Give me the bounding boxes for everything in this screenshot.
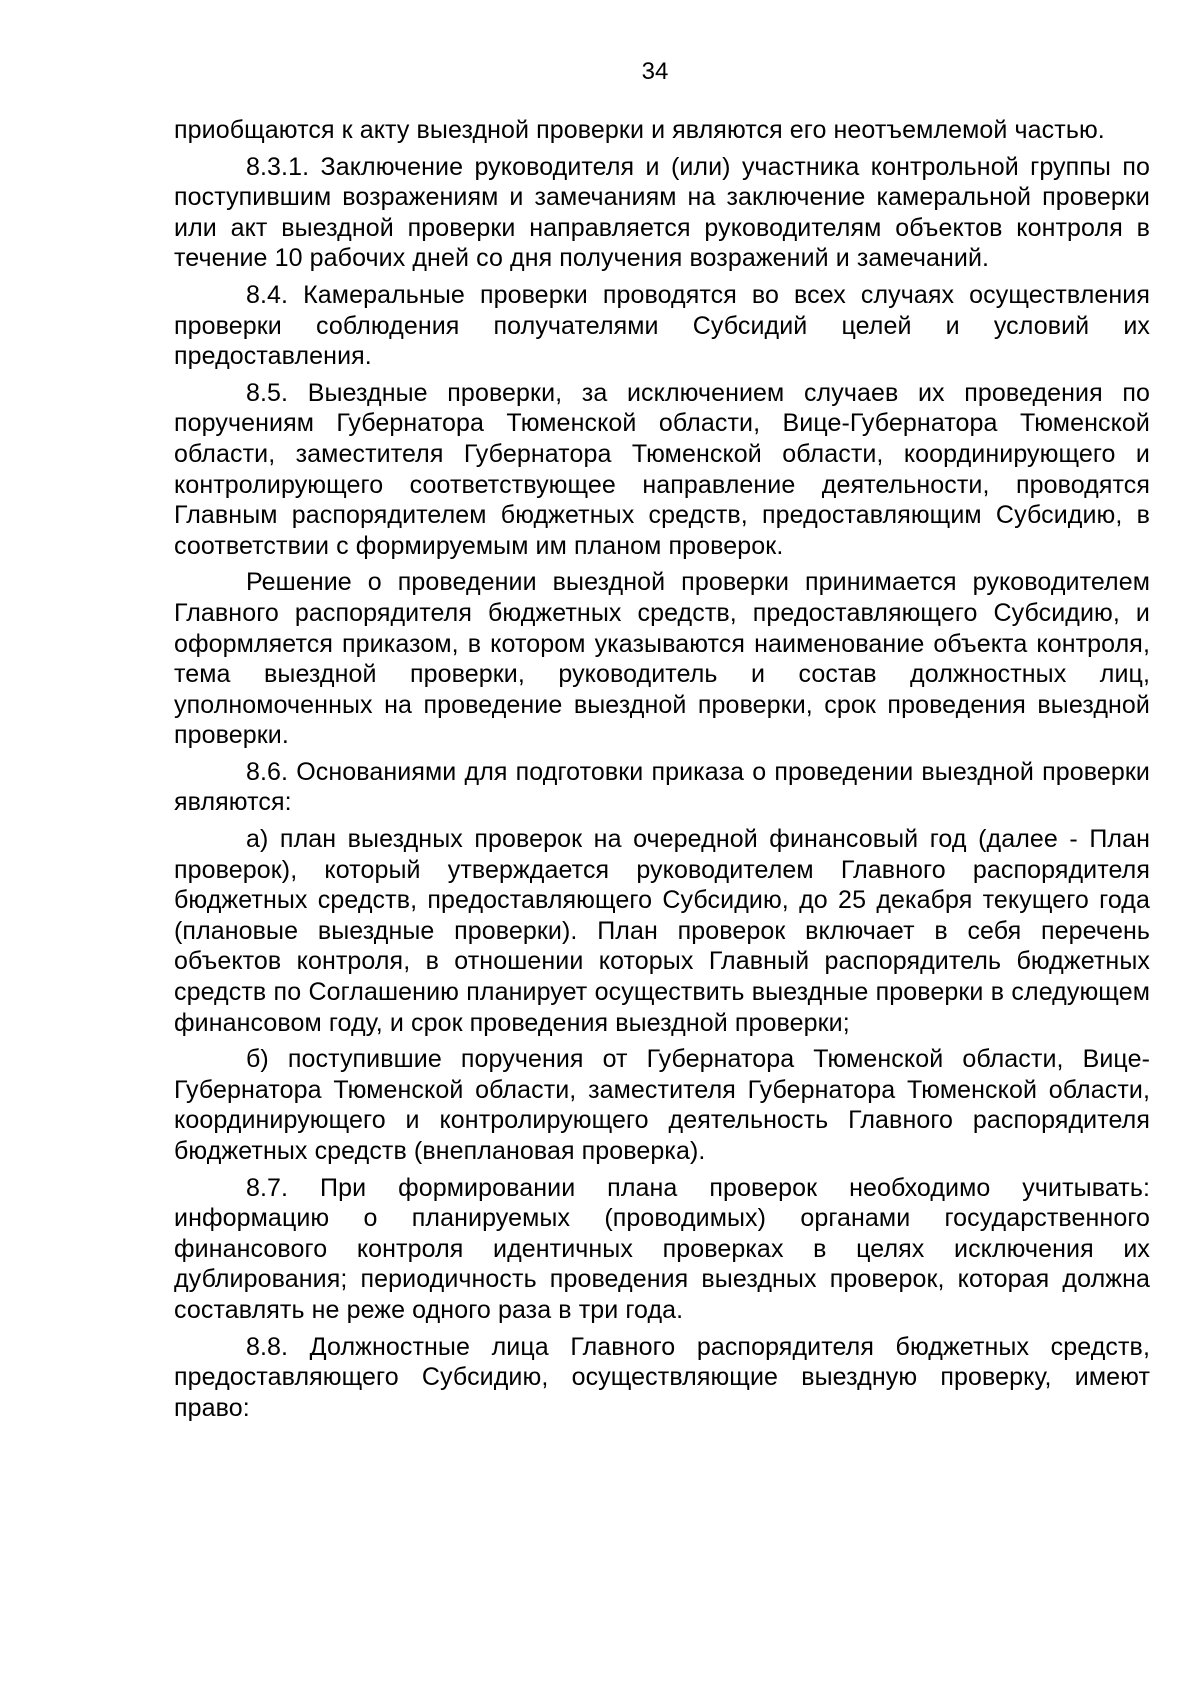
paragraph-8-3-1: 8.3.1. Заключение руководителя и (или) участника контрольной группы по поступившим возражениям и замечаниям на заключение камеральной проверки или акт выездной проверки направляется руководителям объектов контроля в течение 10 рабочих дней со дня получения возражений и замечаний.: [174, 152, 1150, 273]
paragraph-continuation: приобщаются к акту выездной проверки и являются его неотъемлемой частью.: [174, 116, 1105, 144]
document-body: [174, 115, 1150, 1429]
paragraph-8-4: 8.4. Камеральные проверки проводятся во всех случаях осуществления проверки соблюдения получателями Субсидий целей и условий их предоставления.: [174, 280, 1150, 371]
paragraph-8-6: 8.6. Основаниями для подготовки приказа о проведении выездной проверки являются:: [174, 757, 1150, 817]
paragraph-8-7: 8.7. При формировании плана проверок необходимо учитывать: информацию о планируемых (проводимых) органами государственного финансового контроля идентичных проверках в целях исключения их дублирования; периодичность проведения выездных проверок, которая должна составлять не реже одного раза в три года.: [174, 1173, 1150, 1324]
page-number: 34: [641, 58, 669, 85]
paragraph-8-6-a: а) план выездных проверок на очередной финансовый год (далее - План проверок), который утверждается руководителем Главного распорядителя бюджетных средств, предоставляющего Субсидию, до 25 декабря текущего года (плановые выездные проверки). План проверок включает в себя перечень объектов контроля, в отношении которых Главный распорядитель бюджетных средств по Соглашению планирует осуществить выездные проверки в следующем финансовом году, и срок проведения выездной проверки;: [174, 825, 1150, 1037]
paragraph-8-6-b: б) поступившие поручения от Губернатора Тюменской области, Вице-Губернатора Тюменской области, заместителя Губернатора Тюменской области, координирующего и контролирующего деятельность Главного распорядителя бюджетных средств (внеплановая проверка).: [174, 1045, 1150, 1165]
paragraph-8-8: 8.8. Должностные лица Главного распорядителя бюджетных средств, предоставляющего Субсидию, осуществляющие выездную проверку, имеют право:: [174, 1332, 1150, 1422]
paragraph-decision: Решение о проведении выездной проверки принимается руководителем Главного распорядителя бюджетных средств, предоставляющего Субсидию, и оформляется приказом, в котором указываются наименование объекта контроля, тема выездной проверки, руководитель и состав должностных лиц, уполномоченных на проведение выездной проверки, срок проведения выездной проверки.: [174, 568, 1150, 750]
paragraph-8-5: 8.5. Выездные проверки, за исключением случаев их проведения по поручениям Губернатора Тюменской области, Вице-Губернатора Тюменской области, заместителя Губернатора Тюменской области, координирующего и контролирующего соответствующее направление деятельности, проводятся Главным распорядителем бюджетных средств, предоставляющим Субсидию, в соответствии с формируемым им планом проверок.: [174, 378, 1150, 560]
